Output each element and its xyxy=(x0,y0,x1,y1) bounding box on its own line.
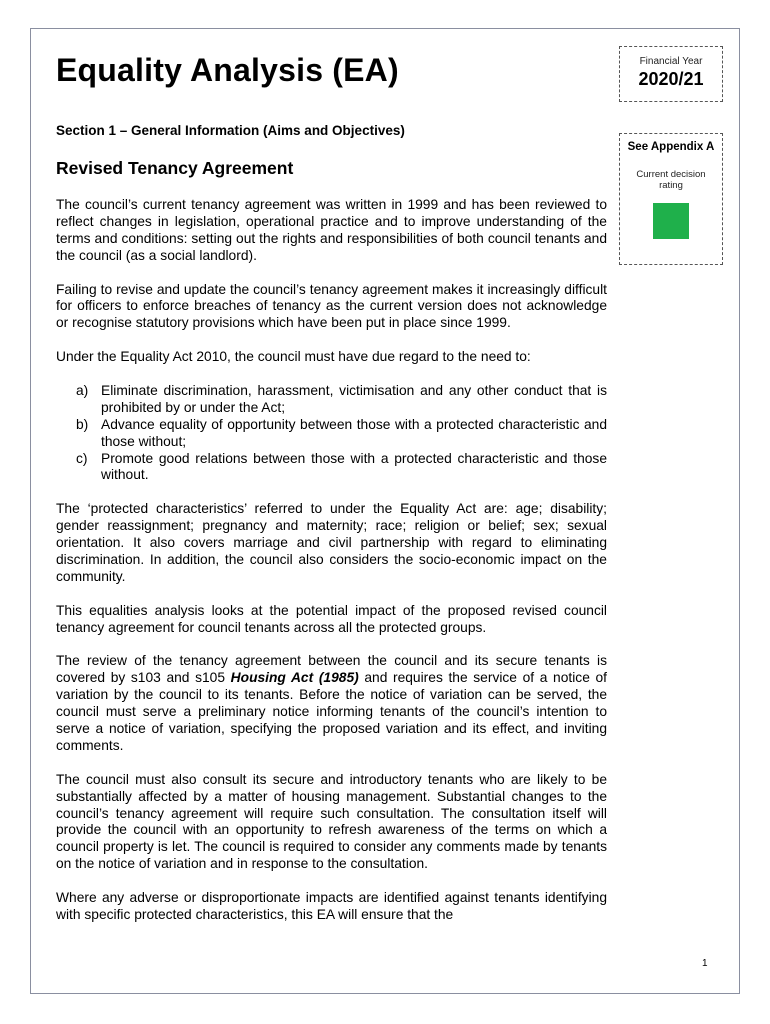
page-number: 1 xyxy=(702,958,708,969)
list-item-text: Promote good relations between those with a protected characteristic and those without. xyxy=(101,450,607,483)
decision-rating-swatch xyxy=(653,203,689,239)
financial-year-box xyxy=(619,46,723,102)
list-item xyxy=(76,451,607,485)
sub-heading: Revised Tenancy Agreement xyxy=(56,158,294,178)
document-title: Equality Analysis (EA) xyxy=(56,52,399,88)
list-item-text: Eliminate discrimination, harassment, victimisation and any other conduct that is prohibited by or under the Act; xyxy=(101,382,607,415)
paragraph: Under the Equality Act 2010, the council must have due regard to the need to: xyxy=(56,349,531,365)
equality-duties-list xyxy=(56,383,607,484)
list-marker: b) xyxy=(76,416,89,432)
financial-year-value: 2020/21 xyxy=(638,69,704,89)
paragraph: The council’s current tenancy agreement was written in 1999 and has been reviewed to reflect changes in legislation, operational practice and to improve understanding of the terms and conditions: setting out the rights and responsibilities of both council tenants and the council (as a social landlord). xyxy=(56,197,607,263)
financial-year-label: Financial Year xyxy=(639,56,703,67)
paragraph: Failing to revise and update the council’s tenancy agreement makes it increasingly difficult for officers to enforce breaches of tenancy as the current version does not acknowledge or recognise statutory provisions which have been put in place since 1999. xyxy=(56,281,607,331)
document-body xyxy=(56,197,607,941)
appendix-reference: See Appendix A xyxy=(627,141,715,153)
decision-rating-box xyxy=(619,133,723,265)
housing-act-reference: Housing Act (1985) xyxy=(230,670,359,686)
paragraph: This equalities analysis looks at the potential impact of the proposed revised council tenancy agreement for council tenants across all the protected groups. xyxy=(56,602,607,635)
decision-rating-label: Current decision rating xyxy=(636,169,706,191)
paragraph-text: The review of the tenancy agreement between the council and its secure tenants is covered by s103 and s105 xyxy=(56,653,607,686)
section-heading: Section 1 – General Information (Aims and Objectives) xyxy=(56,123,405,138)
list-item xyxy=(76,383,607,417)
list-item xyxy=(76,417,607,451)
paragraph xyxy=(56,653,607,754)
paragraph: Where any adverse or disproportionate impacts are identified against tenants identifying with specific protected characteristics, this EA will ensure that the xyxy=(56,890,607,922)
paragraph: The council must also consult its secure and introductory tenants who are likely to be substantially affected by a matter of housing management. Substantial changes to the council’s tenancy agreement will require such consultation. The consultation itself will provide the council with an opportunity to refresh awareness of the terms on which a council property is let. The council is required to consider any comments made by tenants on the notice of variation and in response to the consultation. xyxy=(56,771,607,872)
list-marker: c) xyxy=(76,450,88,466)
list-marker: a) xyxy=(76,382,89,398)
paragraph: The ‘protected characteristics’ referred to under the Equality Act are: age; disability; gender reassignment; pregnancy and maternity; race; religion or belief; sex; sexual orientation. It also covers marriage and civil partnership with regard to eliminating discrimination. In addition, the council also considers the socio-economic impact on the community. xyxy=(56,501,607,584)
list-item-text: Advance equality of opportunity between those with a protected characteristic and those without; xyxy=(101,416,607,449)
paragraph-text: and requires the service of a notice of variation by the council to its tenants. Before the notice of variation can be served, the council must serve a preliminary notice informing tenants of the council’s intention to serve a notice of variation, specifying the proposed variation and its effect, and inviting comments. xyxy=(56,670,607,753)
